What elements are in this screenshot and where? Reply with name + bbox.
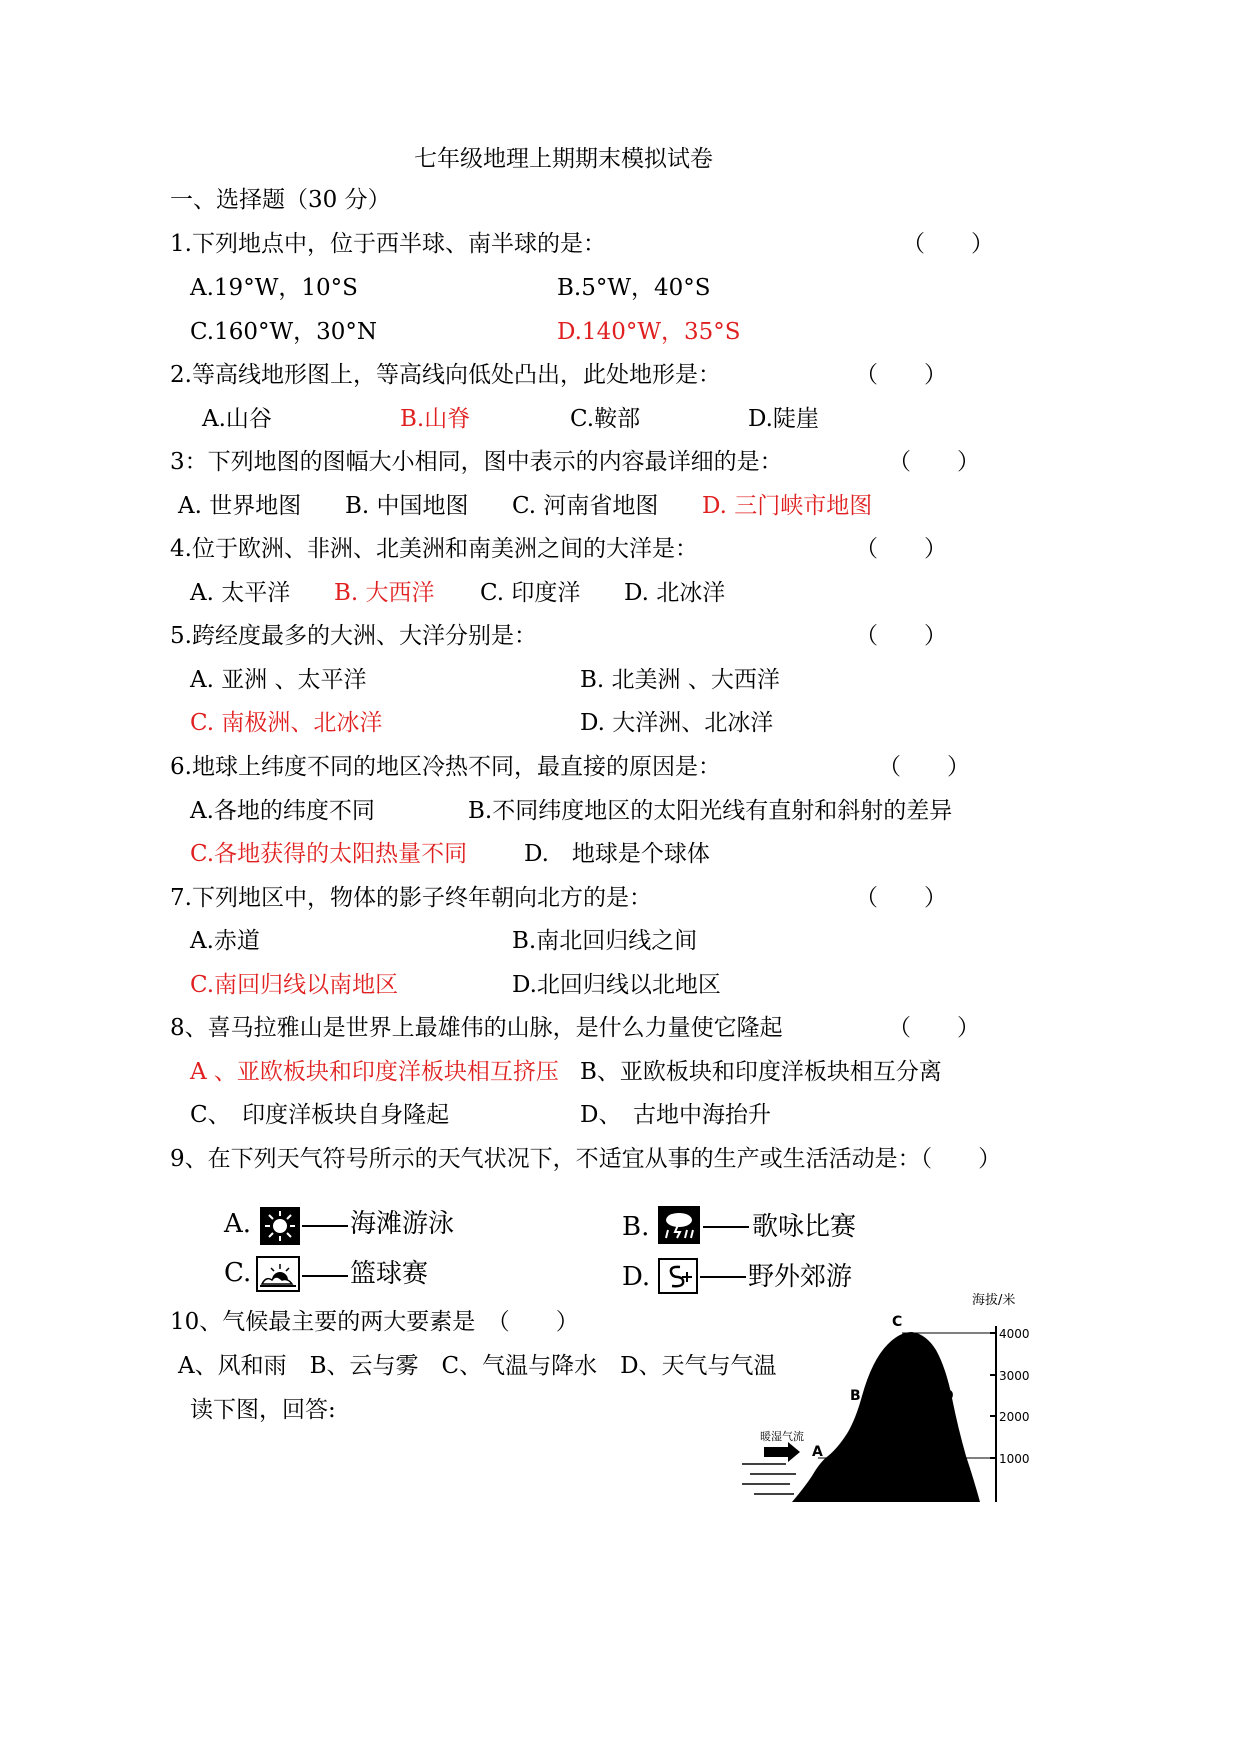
answer-bracket: （ ） [855, 623, 947, 649]
option-a: A.19°W，10°S [190, 275, 358, 301]
question-1-stem: 1.下列地点中，位于西半球、南半球的是： [170, 231, 606, 257]
answer-bracket: （ ） [855, 885, 947, 911]
option-c: C、 印度洋板块自身隆起 [190, 1102, 450, 1128]
answer-bracket: （ ） [855, 362, 947, 388]
question-10-stem: 10、气候最主要的两大要素是 （ ） [170, 1309, 579, 1335]
warm-moist-airflow-arrow [764, 1442, 800, 1462]
option-b-answer: B. 大西洋 [334, 580, 435, 606]
question-9-stem: 9、在下列天气符号所示的天气状况下，不适宜从事的生产或生活活动是：（ ） [170, 1146, 1002, 1172]
answer-bracket: （ ） [888, 449, 980, 475]
y-tick-label: 4000 [999, 1327, 1030, 1341]
option-b-activity: 歌咏比赛 [752, 1212, 857, 1242]
mountain-altitude-diagram [740, 1288, 1060, 1510]
option-b: B. 北美洲 、大西洋 [580, 667, 780, 693]
option-d: D、 古地中海抬升 [580, 1102, 771, 1128]
option-b: B. 中国地图 [345, 493, 469, 519]
option-c: C. 印度洋 [480, 580, 581, 606]
option-c-activity: 篮球赛 [350, 1259, 429, 1289]
option-a-letter: A. [224, 1209, 252, 1239]
option-c-answer: C.南回归线以南地区 [190, 972, 399, 998]
option-c: C.鞍部 [570, 406, 641, 432]
option-c: C. 河南省地图 [512, 493, 659, 519]
dash [700, 1276, 746, 1278]
question-3-stem: 3：下列地图的图幅大小相同，图中表示的内容最详细的是： [170, 449, 783, 475]
page-title: 七年级地理上期期末模拟试卷 [414, 146, 713, 172]
option-b-letter: B. [622, 1212, 650, 1242]
option-b: B.南北回归线之间 [512, 928, 698, 954]
option-d: D.陡崖 [748, 406, 819, 432]
question-5-stem: 5.跨经度最多的大洲、大洋分别是： [170, 623, 537, 649]
point-b-label: B [850, 1388, 861, 1404]
question-6-stem: 6.地球上纬度不同的地区冷热不同，最直接的原因是： [170, 754, 721, 780]
y-tick-label: 2000 [999, 1410, 1030, 1424]
answer-bracket: （ ） [888, 1015, 980, 1041]
point-c-label: C [892, 1314, 903, 1330]
option-d: D. 北冰洋 [624, 580, 726, 606]
option-d: D. 大洋洲、北冰洋 [580, 710, 774, 736]
option-d-answer: D.140°W，35°S [557, 319, 741, 345]
y-tick-label: 1000 [999, 1452, 1030, 1466]
option-d: D. 地球是个球体 [524, 841, 710, 867]
sandstorm-icon [658, 1258, 698, 1294]
option-a: A. 太平洋 [190, 580, 291, 606]
y-axis-unit: 海拔/米 [972, 1293, 1016, 1308]
answer-bracket: （ ） [855, 536, 947, 562]
sunny-weather-icon [260, 1207, 300, 1245]
option-b: B.5°W，40°S [557, 275, 711, 301]
partly-cloudy-icon [256, 1256, 300, 1292]
option-b-answer: B.山脊 [400, 406, 471, 432]
option-a: A.赤道 [190, 928, 260, 954]
question-8-stem: 8、喜马拉雅山是世界上最雄伟的山脉，是什么力量使它隆起 [170, 1015, 783, 1041]
option-c: C.160°W，30°N [190, 319, 378, 345]
option-c-answer: C. 南极洲、北冰洋 [190, 710, 383, 736]
answer-bracket: （ ） [878, 754, 970, 780]
option-c-answer: C.各地获得的太阳热量不同 [190, 841, 468, 867]
answer-bracket: （ ） [902, 231, 994, 257]
option-a: A. 亚洲 、太平洋 [190, 667, 367, 693]
option-b: B.不同纬度地区的太阳光线有直射和斜射的差异 [468, 798, 953, 824]
point-a-label: A [812, 1444, 823, 1460]
option-d-answer: D. 三门峡市地图 [702, 493, 873, 519]
option-a: A.各地的纬度不同 [190, 798, 375, 824]
option-a: A.山谷 [202, 406, 272, 432]
option-a-answer: A 、亚欧板块和印度洋板块相互挤压 [190, 1059, 559, 1085]
y-tick-label: 3000 [999, 1369, 1030, 1383]
option-d-activity: 野外郊游 [748, 1262, 853, 1292]
question-2-stem: 2.等高线地形图上，等高线向低处凸出，此处地形是： [170, 362, 721, 388]
dash [302, 1225, 348, 1227]
dash [302, 1275, 348, 1277]
point-d-label: D [942, 1388, 954, 1404]
read-prompt: 读下图，回答: [190, 1397, 336, 1423]
section-heading: 一、选择题（30 分） [170, 187, 391, 213]
option-d: D.北回归线以北地区 [512, 972, 721, 998]
option-b: B、亚欧板块和印度洋板块相互分离 [580, 1059, 942, 1085]
dash [703, 1226, 749, 1228]
question-4-stem: 4.位于欧洲、非洲、北美洲和南美洲之间的大洋是： [170, 536, 698, 562]
mountain-silhouette [792, 1332, 980, 1502]
thunderstorm-icon [658, 1206, 700, 1244]
option-a-activity: 海滩游泳 [350, 1209, 455, 1239]
question-7-stem: 7.下列地区中，物体的影子终年朝向北方的是： [170, 885, 652, 911]
airflow-label: 暖湿气流 [760, 1430, 804, 1443]
option-a: A. 世界地图 [178, 493, 302, 519]
question-10-options: A、风和雨 B、云与雾 C、气温与降水 D、天气与气温 [178, 1353, 777, 1379]
option-c-letter: C. [224, 1258, 252, 1288]
sea-lines [742, 1464, 796, 1494]
option-d-letter: D. [622, 1262, 651, 1292]
